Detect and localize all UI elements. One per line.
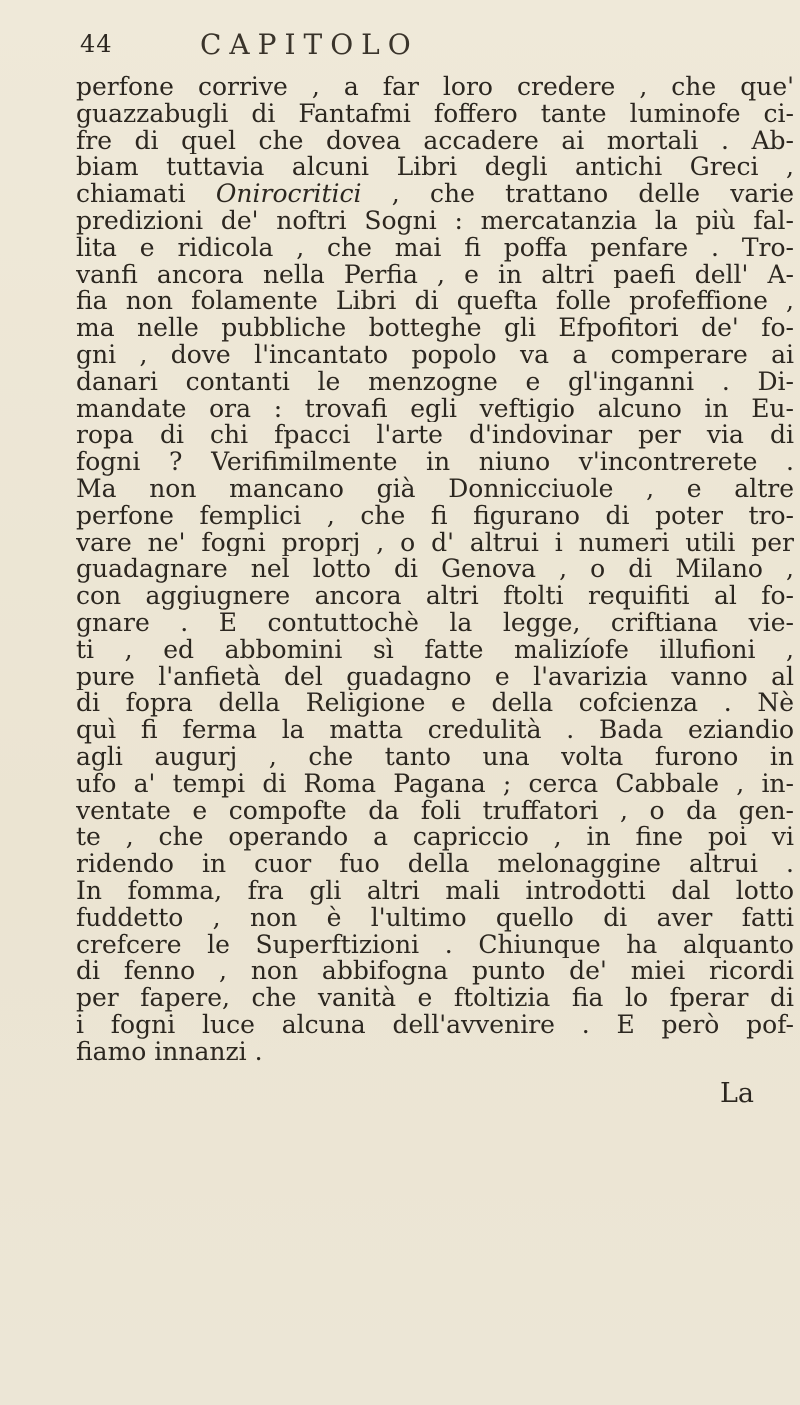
text-line: ventate e compofte da foli truffatori , o da gen- <box>76 797 794 825</box>
text-line: In fomma, fra gli altri mali introdotti dal lotto <box>76 877 794 905</box>
text-line: ma nelle pubbliche botteghe gli Efpofitori de' fo- <box>76 315 794 342</box>
text-line: gnare . E contuttochè la legge, criftiana vie- <box>76 609 794 637</box>
text-line: ropa di chi fpacci l'arte d'indovinar per via di <box>76 422 794 450</box>
page-number: 44 <box>80 30 113 58</box>
body-text <box>76 74 796 1065</box>
text-line: te , che operando a capriccio , in fine poi vi <box>76 824 794 852</box>
text-line: ufo a' tempi di Roma Pagana ; cerca Cabbale , in- <box>76 770 794 798</box>
catchword: La <box>720 1078 755 1109</box>
text-line: con aggiugnere ancora altri ftolti requifiti al fo- <box>76 583 794 610</box>
text-line: mandate ora : trovafi egli veftigio alcuno in Eu- <box>76 395 794 423</box>
text-line: guadagnare nel lotto di Genova , o di Milano , <box>76 556 794 584</box>
text-line: predizioni de' noftri Sogni : mercatanzia la più fal- <box>76 207 794 235</box>
text-line: fuddetto , non è l'ultimo quello di aver fatti <box>76 904 794 932</box>
text-line: chiamati Onirocritici , che trattano delle varie <box>76 181 795 208</box>
text-line: pure l'anfietà del guadagno e l'avarizia vanno al <box>76 663 794 691</box>
text-line: di fenno , non abbifogna punto de' miei ricordi <box>76 958 794 986</box>
page-header <box>80 28 760 64</box>
text-line: guazzabugli di Fantafmi foffero tante luminofe ci- <box>76 100 794 128</box>
running-title: CAPITOLO <box>200 28 419 61</box>
text-line: perfone corrive , a far loro credere , che que' <box>76 74 794 101</box>
text-line: ridendo in cuor fuo della melonaggine altrui . <box>76 851 794 878</box>
text-line: vanfi ancora nella Perfia , e in altri paefi dell' A- <box>76 261 794 289</box>
text-line: danari contanti le menzogne e gl'inganni . Di- <box>76 368 794 396</box>
text-line: biam tuttavia alcuni Libri degli antichi Greci , <box>76 154 794 182</box>
text-line: fia non folamente Libri di quefta folle profeffione , <box>76 288 794 316</box>
text-line: perfone femplici , che fi figurano di poter tro- <box>76 502 794 530</box>
text-line: per fapere, che vanità e ftoltizia fia lo fperar di <box>76 985 794 1012</box>
text-line: fogni ? Verifimilmente in niuno v'incontrerete . <box>76 449 794 476</box>
text-line: fre di quel che dovea accadere ai mortali . Ab- <box>76 127 794 155</box>
text-line: vare ne' fogni proprj , o d' altrui i numeri utili per <box>76 529 794 557</box>
text-line: Ma non mancano già Donnicciuole , e altre <box>76 475 794 503</box>
text-line: lita e ridicola , che mai fi poffa penfare . Tro- <box>76 234 794 262</box>
text-line: i fogni luce alcuna dell'avvenire . E però pof- <box>76 1011 794 1039</box>
text-line: crefcere le Superftizioni . Chiunque ha alquanto <box>76 931 794 959</box>
text-line: fiamo innanzi . <box>76 1038 263 1066</box>
text-line: di fopra della Religione e della cofcienza . Nè <box>76 690 794 718</box>
text-line: gni , dove l'incantato popolo va a comperare ai <box>76 341 794 369</box>
text-line: quì fi ferma la matta credulità . Bada eziandio <box>76 717 794 744</box>
text-line: ti , ed abbomini sì fatte malizíofe illufioni , <box>76 636 794 664</box>
text-line: agli augurj , che tanto una volta furono in <box>76 743 794 771</box>
